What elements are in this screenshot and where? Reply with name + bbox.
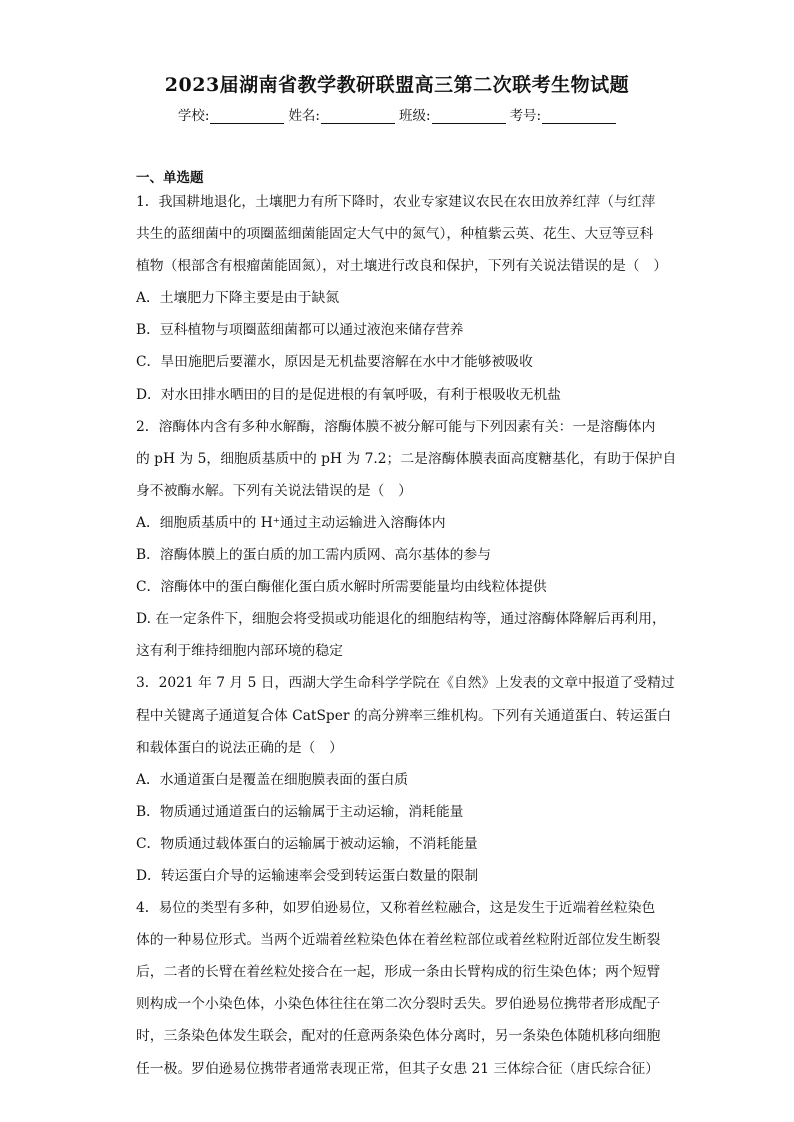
school-label: 学校: xyxy=(177,108,210,124)
text-line: 体的一种易位形式。当两个近端着丝粒染色体在着丝粒部位或着丝粒附近部位发生断裂 xyxy=(136,932,661,949)
option-line: B．豆科植物与项圈蓝细菌都可以通过液泡来储存营养 xyxy=(136,322,464,339)
number-blank[interactable] xyxy=(542,109,616,124)
option-line: 这有利于维持细胞内部环境的稳定 xyxy=(136,643,343,660)
section-heading: 一、单选题 xyxy=(136,170,204,186)
option-line: C．旱田施肥后要灌水，原因是无机盐要溶解在水中才能够被吸收 xyxy=(136,354,533,371)
option-line: C．溶酶体中的蛋白酶催化蛋白质水解时所需要能量均由线粒体提供 xyxy=(136,579,547,596)
question-content xyxy=(136,186,677,1085)
page-title: 2023届湖南省教学教研联盟高三第二次联考生物试题 xyxy=(164,74,630,96)
name-blank[interactable] xyxy=(321,109,395,124)
class-field xyxy=(399,104,506,124)
school-field xyxy=(178,104,285,124)
option-line: A．细胞质基质中的 H⁺通过主动运输进入溶酶体内 xyxy=(136,514,446,531)
option-line: D. 在一定条件下，细胞会将受损或功能退化的细胞结构等，通过溶酶体降解后再利用， xyxy=(136,611,666,628)
name-field xyxy=(288,104,395,124)
text-line: 任一极。罗伯逊易位携带者通常表现正常，但其子女患 21 三体综合征（唐氏综合征） xyxy=(136,1060,660,1077)
number-label: 考号: xyxy=(509,108,542,124)
option-line: A．水通道蛋白是覆盖在细胞膜表面的蛋白质 xyxy=(136,771,409,788)
text-line: 2．溶酶体内含有多种水解酶，溶酶体膜不被分解可能与下列因素有关：一是溶酶体内 xyxy=(136,418,656,435)
text-line: 身不被酶水解。下列有关说法错误的是（ ） xyxy=(136,482,412,499)
text-line: 4．易位的类型有多种，如罗伯逊易位，又称着丝粒融合，这是发生于近端着丝粒染色 xyxy=(136,900,656,917)
option-line: B．物质通过通道蛋白的运输属于主动运输，消耗能量 xyxy=(136,803,464,820)
text-line: 1．我国耕地退化，土壤肥力有所下降时，农业专家建议农民在农田放养红萍（与红萍 xyxy=(136,194,656,210)
text-line: 时，三条染色体发生联会，配对的任意两条染色体分离时，另一条染色体随机移向细胞 xyxy=(136,1028,661,1045)
option-line: D．对水田排水晒田的目的是促进根的有氧呼吸，有利于根吸收无机盐 xyxy=(136,386,561,403)
option-line: A．土壤肥力下降主要是由于缺氮 xyxy=(136,290,340,307)
class-label: 班级: xyxy=(399,108,431,124)
option-line: B．溶酶体膜上的蛋白质的加工需内质网、高尔基体的参与 xyxy=(136,547,492,564)
text-line: 则构成一个小染色体，小染色体往往在第二次分裂时丢失。罗伯逊易位携带者形成配子 xyxy=(136,996,661,1013)
text-line: 的 pH 为 5，细胞质基质中的 pH 为 7.2；二是溶酶体膜表面高度糖基化，有助于保护自 xyxy=(136,450,677,467)
option-line: D．转运蛋白介导的运输速率会受到转运蛋白数量的限制 xyxy=(136,867,479,884)
name-label: 姓名: xyxy=(288,108,320,124)
text-line: 共生的蓝细菌中的项圈蓝细菌能固定大气中的氮气），种植紫云英、花生、大豆等豆科 xyxy=(136,226,654,243)
number-field xyxy=(510,104,617,124)
text-line: 程中关键离子通道复合体 CatSper 的高分辨率三维机构。下列有关通道蛋白、转运蛋白 xyxy=(136,707,672,724)
text-line: 3．2021 年 7 月 5 日，西湖大学生命科学学院在《自然》上发表的文章中报道了受精过 xyxy=(136,675,675,692)
text-line: 后，二者的长臂在着丝粒处接合在一起，形成一条由长臂构成的衍生染色体；两个短臂 xyxy=(136,964,661,981)
option-line: C．物质通过载体蛋白的运输属于被动运输，不消耗能量 xyxy=(136,835,478,852)
student-info-row xyxy=(0,104,794,124)
text-line: 和载体蛋白的说法正确的是（ ） xyxy=(136,739,343,756)
school-blank[interactable] xyxy=(210,109,284,124)
text-line: 植物（根部含有根瘤菌能固氮），对土壤进行改良和保护，下列有关说法错误的是（ ） xyxy=(136,258,668,275)
class-blank[interactable] xyxy=(432,109,506,124)
